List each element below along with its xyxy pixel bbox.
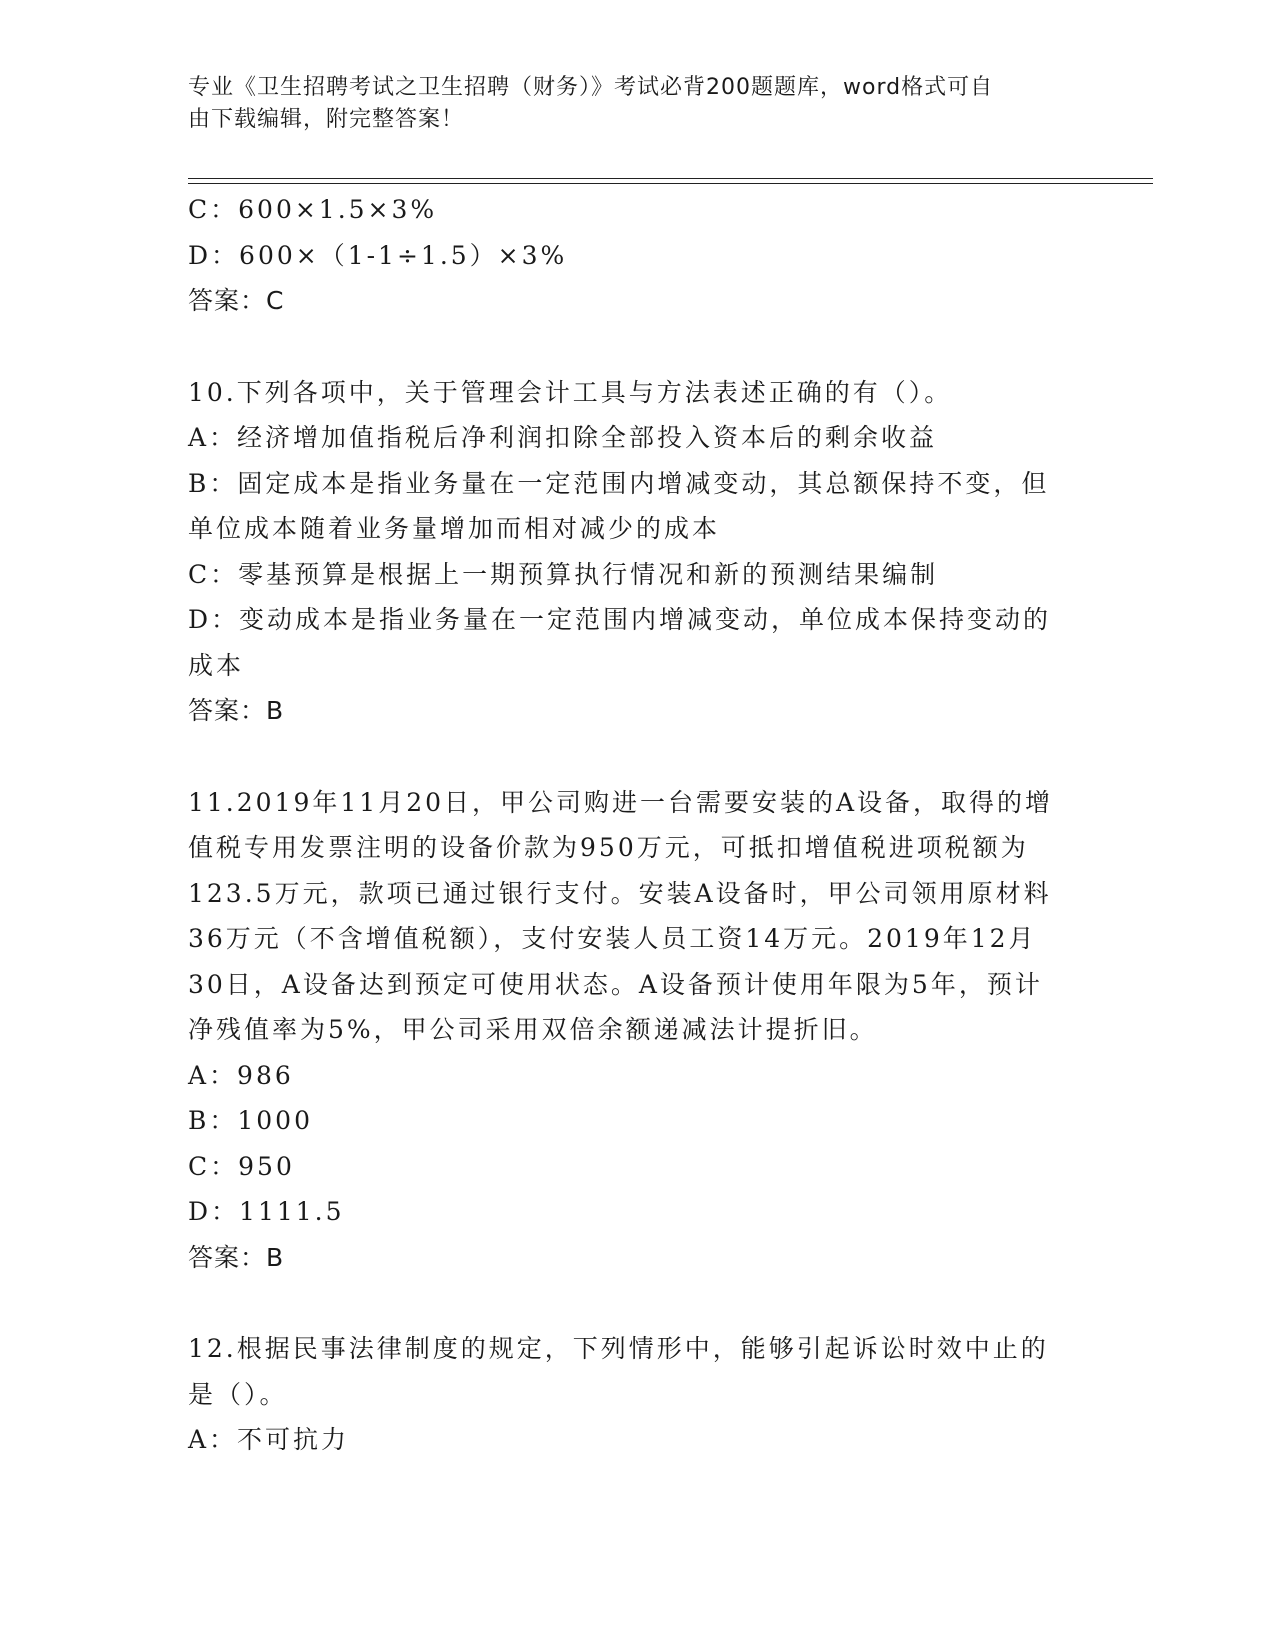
spacer [188,1280,1088,1326]
option-b-line-1: B：固定成本是指业务量在一定范围内增减变动，其总额保持不变，但 [188,468,1050,498]
question-stem-line-5: 30日，A设备达到预定可使用状态。A设备预计使用年限为5年，预计 [188,969,1043,999]
option-b-line-2: 单位成本随着业务量增加而相对减少的成本 [188,514,721,543]
answer: 答案：B [188,696,285,725]
option-b: B：1000 [188,1106,313,1135]
option-c: C：600×1.5×3% [188,195,438,224]
header-line-2: 由下载编辑，附完整答案！ [188,107,465,132]
question-stem-line-2: 是（）。 [188,1379,288,1409]
option-d-line-1: D：变动成本是指业务量在一定范围内增减变动，单位成本保持变动的 [188,605,1052,634]
document-header [188,72,1068,136]
question-12 [188,1326,1088,1463]
option-d: D：600×（1-1÷1.5）×3% [188,240,568,270]
option-a: A：经济增加值指税后净利润扣除全部投入资本后的剩余收益 [188,423,938,452]
question-stem-line-2: 值税专用发票注明的设备价款为950万元，可抵扣增值税进项税额为 [188,833,1029,862]
option-d: D：1111.5 [188,1197,345,1226]
question-content [188,187,1088,1463]
spacer [188,734,1088,780]
question-stem-line-4: 36万元（不含增值税额），支付安装人员工资14万元。2019年12月 [188,924,1037,953]
question-stem-line-3: 123.5万元，款项已通过银行支付。安装A设备时，甲公司领用原材料 [188,878,1052,908]
question-stem: 10.下列各项中，关于管理会计工具与方法表述正确的有（）。 [188,377,953,407]
question-9-tail [188,187,1088,324]
option-c: C：950 [188,1151,295,1181]
option-c: C：零基预算是根据上一期预算执行情况和新的预测结果编制 [188,559,939,589]
answer: 答案：B [188,1242,285,1272]
header-divider-top [188,178,1153,179]
question-stem-line-6: 净残值率为5%，甲公司采用双倍余额递减法计提折旧。 [188,1015,878,1044]
spacer [188,324,1088,370]
option-a: A：不可抗力 [188,1425,350,1454]
question-stem-line-1: 12.根据民事法律制度的规定，下列情形中，能够引起诉讼时效中止的 [188,1334,1049,1363]
question-10 [188,370,1088,734]
header-line-1: 专业《卫生招聘考试之卫生招聘（财务）》考试必背200题题库，word格式可自 [188,75,994,100]
question-11 [188,780,1088,1281]
answer: 答案：C [188,286,285,315]
question-stem-line-1: 11.2019年11月20日，甲公司购进一台需要安装的A设备，取得的增 [188,787,1054,817]
option-a: A：986 [188,1060,294,1090]
header-divider-bottom [188,183,1153,184]
option-d-line-2: 成本 [188,650,245,680]
